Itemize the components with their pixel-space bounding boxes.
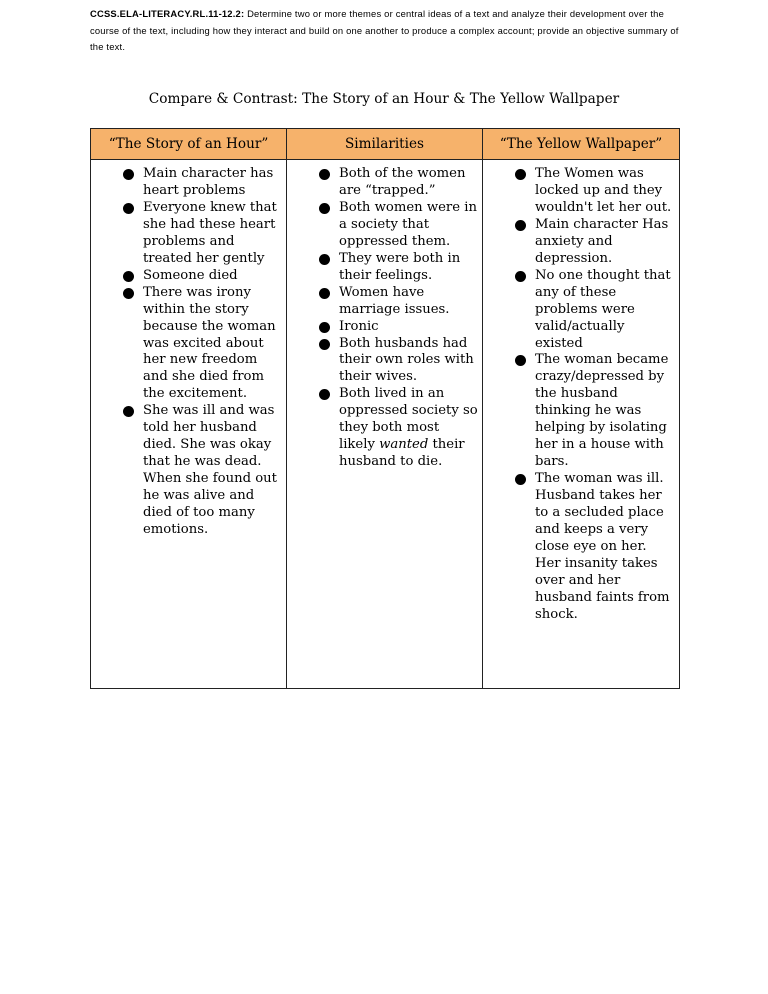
bullet-icon	[123, 169, 134, 180]
comparison-table	[90, 128, 680, 689]
standard-statement	[90, 6, 690, 56]
list-item-text: Both of the women are “trapped.”	[339, 166, 466, 198]
list-item	[91, 285, 286, 404]
list-item	[483, 471, 679, 624]
bullet-icon	[319, 203, 330, 214]
list-item	[483, 217, 679, 268]
list-item-text: She was ill and was told her husband died. She was okay that he was dead. When she found out he was alive and died of too many emotions.	[143, 403, 277, 538]
list-item-text: Main character Has anxiety and depression.	[535, 216, 669, 266]
bullet-icon	[319, 254, 330, 265]
story-of-an-hour-list	[91, 166, 286, 539]
list-item	[91, 268, 286, 285]
yellow-wallpaper-cell	[483, 160, 680, 689]
bullet-icon	[515, 474, 526, 485]
table-header-row	[91, 129, 680, 160]
list-item-text: No one thought that any of these problems were valid/actually existed	[535, 267, 671, 351]
bullet-icon	[515, 271, 526, 282]
yellow-wallpaper-list	[483, 166, 679, 624]
list-item	[287, 200, 482, 251]
list-item	[483, 352, 679, 471]
list-item-text-before: Both lived in an oppressed society so they both most likely	[339, 386, 478, 453]
table-row	[91, 160, 680, 689]
bullet-icon	[123, 288, 134, 299]
bullet-icon	[319, 322, 330, 333]
list-item	[287, 166, 482, 200]
bullet-icon	[123, 406, 134, 417]
list-item	[91, 200, 286, 268]
similarities-list	[287, 166, 482, 471]
bullet-icon	[515, 169, 526, 180]
list-item	[287, 386, 482, 471]
column-header-similarities: Similarities	[287, 129, 483, 160]
list-item-text: The woman became crazy/depressed by the husband thinking he was helping by isolating her in a house with bars.	[535, 352, 669, 470]
list-item	[91, 403, 286, 539]
list-item	[287, 336, 482, 387]
standard-text: Determine two or more themes or central ideas of a text and analyze their development over the course of the text, including how they interact and build on one another to produce a complex account; provide an objective summary of the text.	[90, 8, 679, 52]
bullet-icon	[123, 203, 134, 214]
list-item	[287, 319, 482, 336]
page-title: Compare & Contrast: The Story of an Hour & The Yellow Wallpaper	[148, 91, 620, 107]
list-item-text: Both women were in a society that oppressed them.	[339, 199, 477, 249]
list-item-text: Both husbands had their own roles with their wives.	[339, 335, 474, 385]
standard-code: CCSS.ELA-LITERACY.RL.11-12.2:	[90, 8, 245, 19]
list-item-emphasis: wanted	[379, 437, 429, 453]
list-item-text: Women have marriage issues.	[339, 284, 450, 317]
bullet-icon	[319, 288, 330, 299]
list-item	[483, 268, 679, 353]
list-item-text-after: their husband to die.	[339, 437, 465, 470]
list-item	[483, 166, 679, 217]
bullet-icon	[515, 355, 526, 366]
bullet-icon	[319, 169, 330, 180]
list-item-text: The Women was locked up and they wouldn't let her out.	[535, 166, 672, 215]
list-item-text: Everyone knew that she had these heart problems and treated her gently	[143, 199, 277, 266]
list-item-text: Someone died	[143, 267, 238, 283]
bullet-icon	[515, 220, 526, 231]
similarities-cell	[287, 160, 483, 689]
list-item-text: Ironic	[339, 318, 379, 334]
list-item-text: Main character has heart problems	[143, 166, 274, 198]
list-item-text: They were both in their feelings.	[339, 250, 461, 283]
column-header-story-of-an-hour: “The Story of an Hour”	[91, 129, 287, 160]
bullet-icon	[319, 389, 330, 400]
list-item-text: The woman was ill. Husband takes her to a secluded place and keeps a very close eye on her. Her insanity takes over and her husband faints from shock.	[535, 471, 670, 622]
bullet-icon	[319, 339, 330, 350]
list-item	[287, 285, 482, 319]
list-item-text: There was irony within the story because the woman was excited about her new freedom and she died from the excitement.	[143, 284, 276, 402]
bullet-icon	[123, 271, 134, 282]
list-item	[287, 251, 482, 285]
story-of-an-hour-cell	[91, 160, 287, 689]
column-header-yellow-wallpaper: “The Yellow Wallpaper”	[483, 129, 680, 160]
list-item	[91, 166, 286, 200]
